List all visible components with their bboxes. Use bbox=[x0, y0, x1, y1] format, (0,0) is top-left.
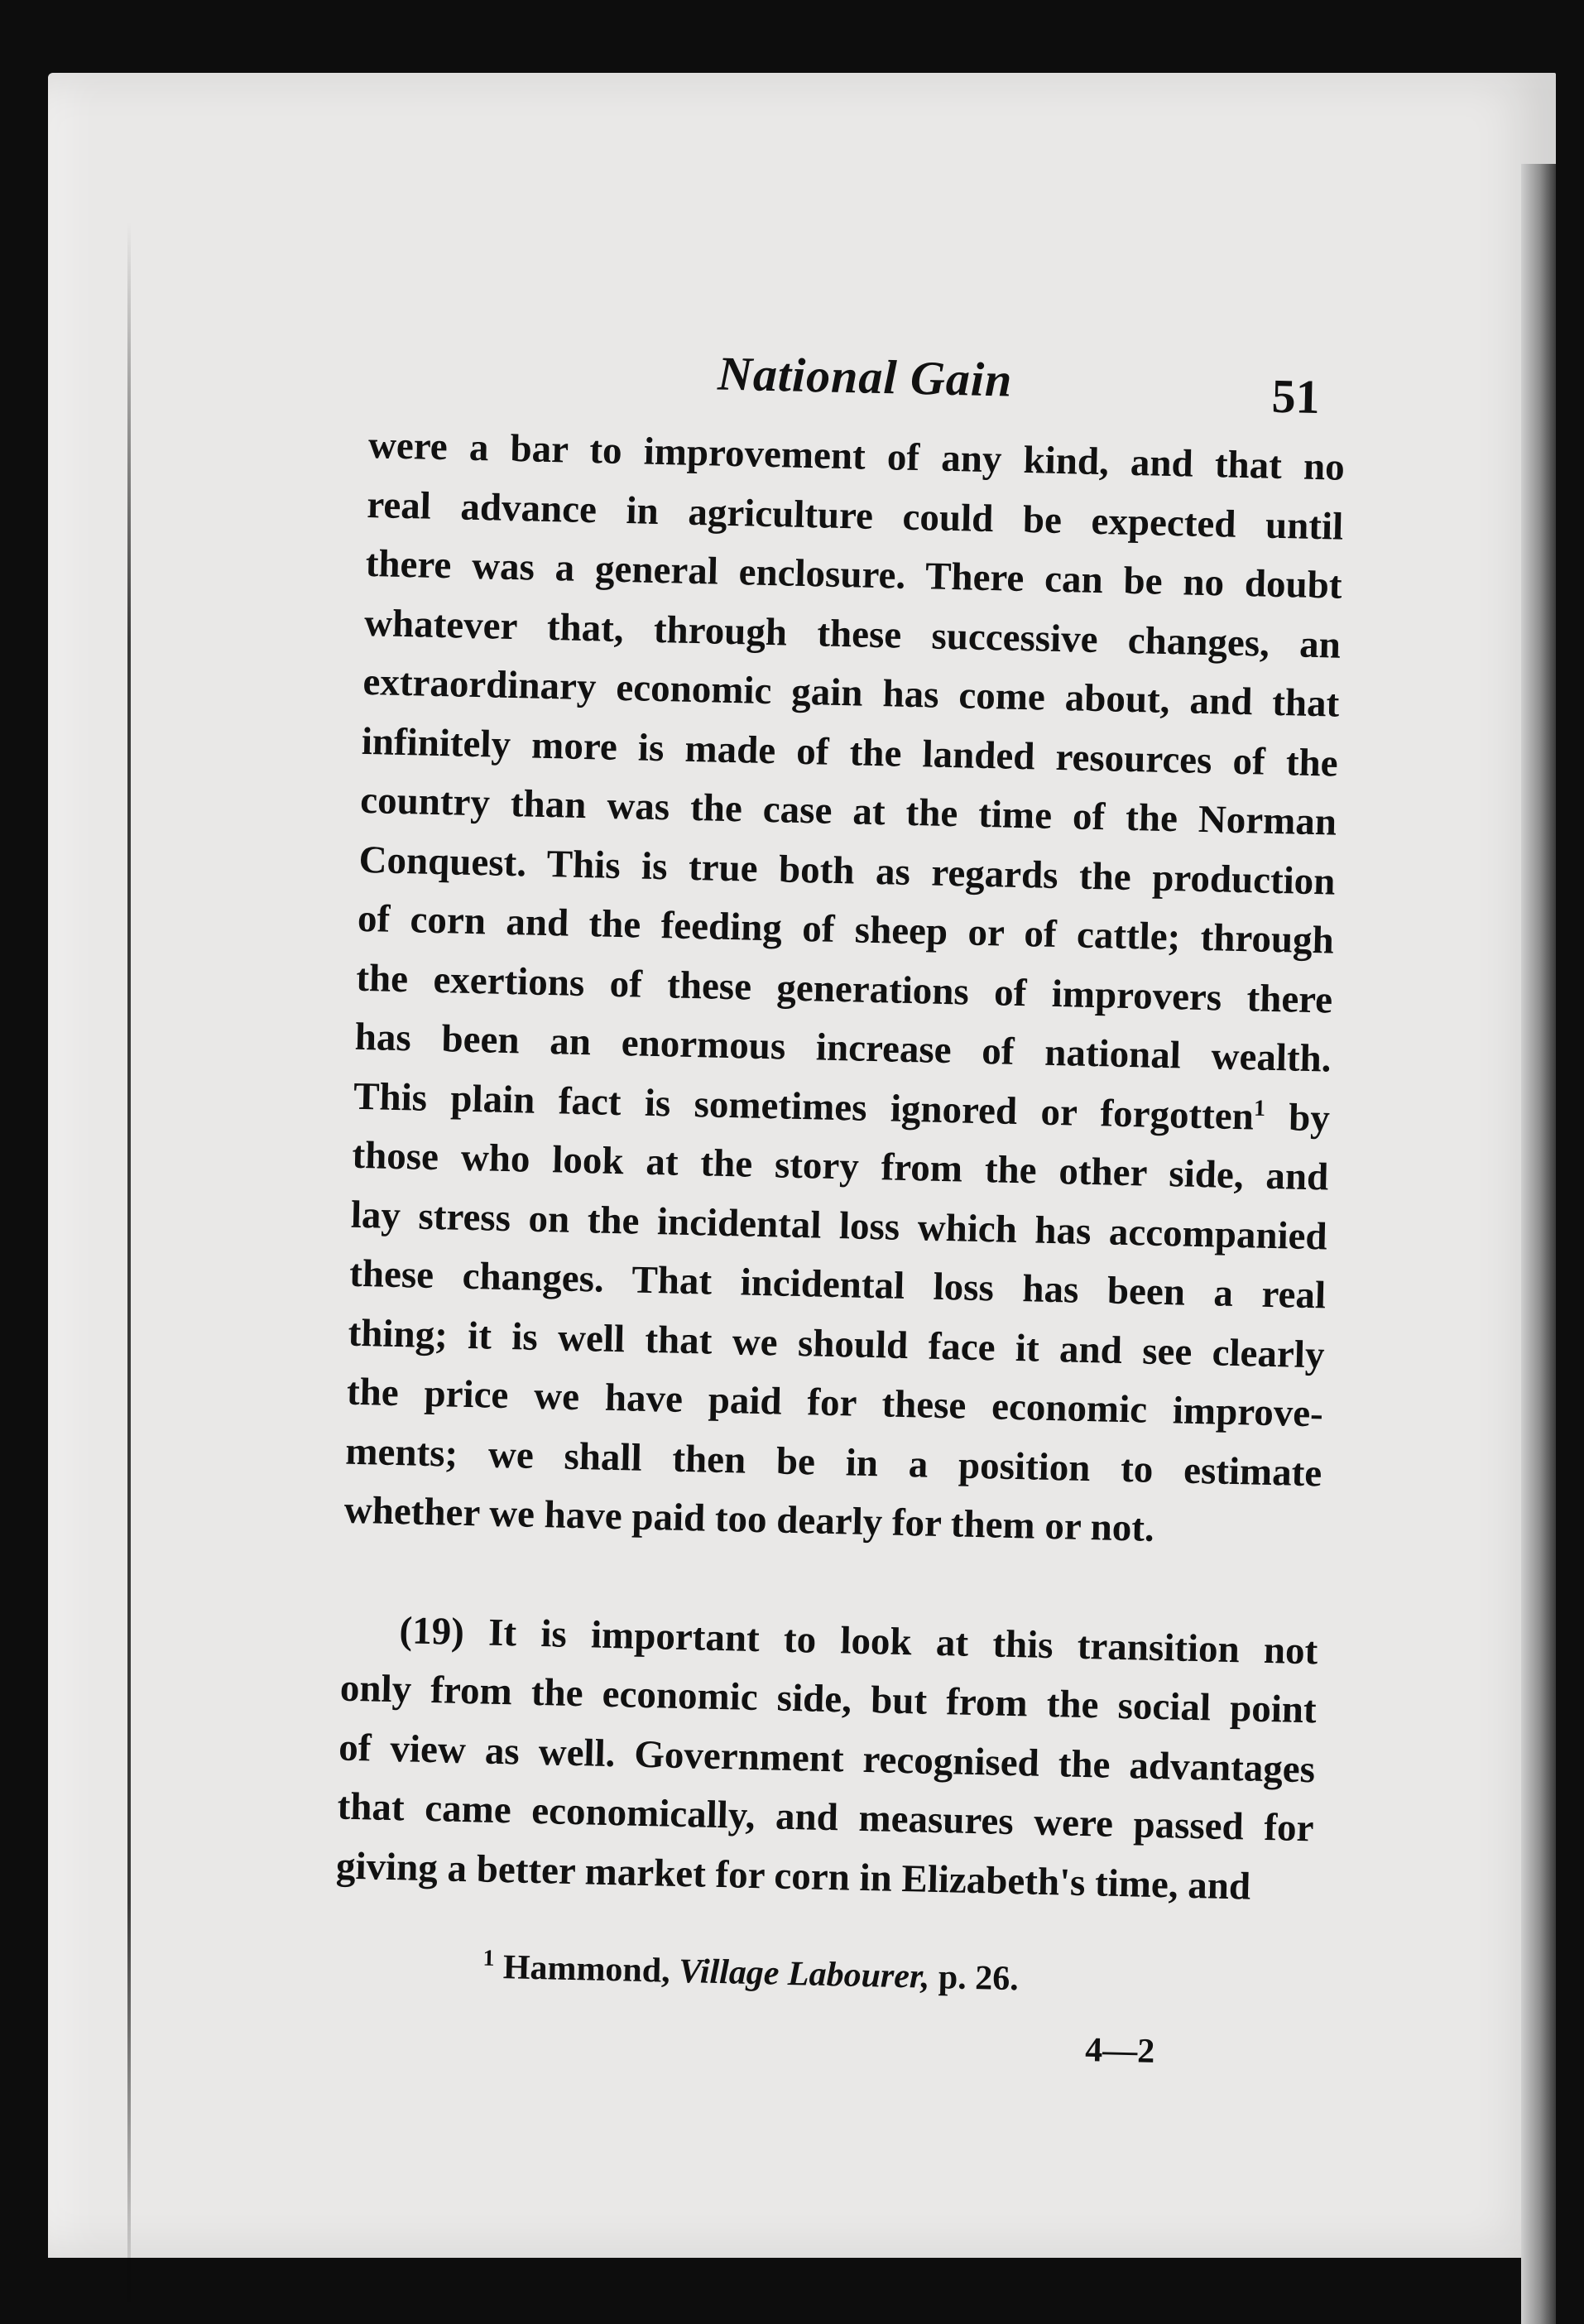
text-line: lay stress on the incidental loss which has accompanied bbox=[350, 1193, 1328, 1258]
footnote-reference: 1 bbox=[1253, 1095, 1266, 1121]
text-line: (19) It is important to look at this transition not bbox=[398, 1608, 1318, 1673]
text-line: real advance in agriculture could be expected until bbox=[366, 483, 1344, 549]
text-line: that came economically, and measures were passed for bbox=[337, 1784, 1315, 1851]
text-line: thing; it is well that we should face it and see clearly bbox=[348, 1311, 1326, 1376]
footnote-marker: 1 bbox=[482, 1945, 495, 1971]
text-line: of view as well. Government recognised the advantages bbox=[338, 1726, 1316, 1791]
text-line: of corn and the feeding of sheep or of cattle; through bbox=[357, 896, 1335, 963]
footnote-author: Hammond, bbox=[502, 1948, 671, 1990]
text-line: these changes. That incidental loss has been a real bbox=[348, 1251, 1327, 1318]
running-title: National Gain bbox=[717, 346, 1014, 407]
text-line: has been an enormous increase of national wealth. bbox=[354, 1015, 1332, 1081]
text-segment: by bbox=[1265, 1095, 1331, 1140]
signature-mark: 4—2 bbox=[1084, 2031, 1155, 2072]
text-line: Conquest. This is true both as regards the production bbox=[358, 838, 1336, 904]
book-page bbox=[48, 73, 1556, 2258]
footnote-page: p. 26. bbox=[938, 1958, 1020, 1999]
text-segment: This plain fact is sometimes ignored or forgotten bbox=[353, 1074, 1255, 1138]
text-line: infinitely more is made of the landed resources of the bbox=[361, 719, 1339, 785]
paragraph-1 bbox=[343, 416, 1346, 1563]
text-line: only from the economic side, but from the social point bbox=[339, 1666, 1318, 1732]
text-line: giving a better market for corn in Elizabeth's time, and bbox=[335, 1844, 1251, 1909]
text-block bbox=[332, 338, 1347, 2075]
footnote-work: Village Labourer, bbox=[678, 1952, 930, 1996]
text-line: were a bar to improvement of any kind, and that no bbox=[367, 423, 1346, 489]
text-line: extraordinary economic gain has come about, and that bbox=[362, 660, 1340, 726]
text-line: there was a general enclosure. There can be no doubt bbox=[365, 541, 1343, 607]
page-edge-shadow bbox=[1521, 164, 1556, 2324]
text-line: the exertions of these generations of improvers there bbox=[355, 956, 1333, 1022]
text-line: ments; we shall then be in a position to estimate bbox=[344, 1429, 1322, 1495]
gutter-line bbox=[127, 222, 131, 2324]
page-number: 51 bbox=[1270, 368, 1321, 425]
text-line: the price we have paid for these economic improve- bbox=[346, 1370, 1324, 1436]
text-line: country than was the case at the time of the Norman bbox=[359, 778, 1337, 844]
text-line: whatever that, through these successive changes, an bbox=[363, 601, 1342, 667]
text-line: those who look at the story from the other side, and bbox=[351, 1133, 1329, 1199]
text-line: whether we have paid too dearly for them or not. bbox=[343, 1488, 1155, 1550]
footnote bbox=[334, 1939, 1311, 2011]
paragraph-2 bbox=[335, 1600, 1318, 1918]
